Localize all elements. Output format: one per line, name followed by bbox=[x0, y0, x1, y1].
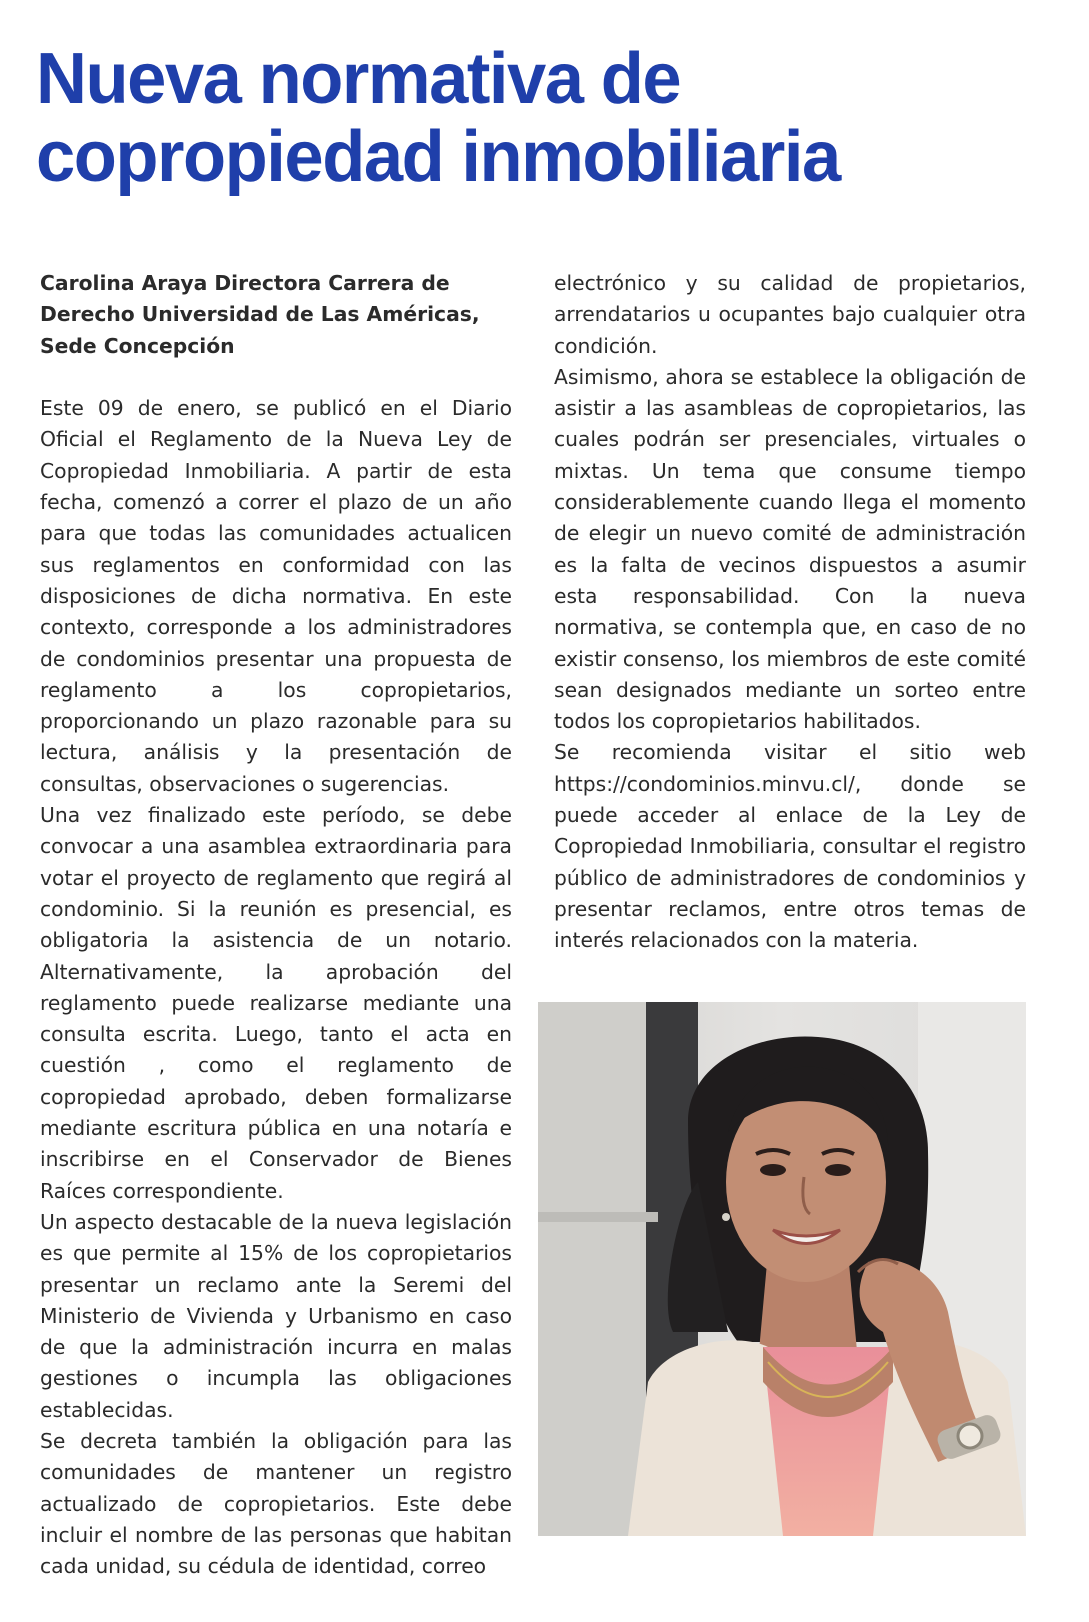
author-portrait-illustration bbox=[538, 1002, 1026, 1536]
left-column bbox=[40, 268, 512, 1582]
title-line-2: copropiedad inmobiliaria bbox=[36, 117, 840, 197]
paragraph: Asimismo, ahora se establece la obligación de asistir a las asambleas de copropietarios, las cuales podrán ser presenciales, virtuales o mixtas. Un tema que consume tiempo considerablemente cuando llega el momento de elegir un nuevo comité de administración es la falta de vecinos dispuestos a asumir esta responsabilidad. Con la nueva normativa, se contempla que, en caso de no existir consenso, los miembros de este comité sean designados mediante un sorteo entre todos los copropietarios habilitados. bbox=[554, 364, 1026, 734]
paragraph: Se decreta también la obligación para las comunidades de mantener un registro actualizado de copropietarios. Este debe incluir el nombre de las personas que habitan cada unidad, su cédula de identidad, correo bbox=[40, 1428, 512, 1579]
paragraph: Una vez finalizado este período, se debe convocar a una asamblea extraordinaria para votar el proyecto de reglamento que regirá al condominio. Si la reunión es presencial, es obligatoria la asistencia de un notario. Alternativamente, la aprobación del reglamento puede realizarse mediante una consulta escrita. Luego, tanto el acta en cuestión , como el reglamento de copropiedad aprobado, deben formalizarse mediante escritura pública en una notaría e inscribirse en el Conservador de Bienes Raíces correspondiente. bbox=[40, 803, 512, 1203]
author-byline: Carolina Araya Directora Carrera de Derecho Universidad de Las Américas, Sede Concepción bbox=[40, 271, 480, 358]
article-title bbox=[36, 40, 1036, 196]
paragraph: electrónico y su calidad de propietarios, arrendatarios u ocupantes bajo cualquier otra condición. bbox=[554, 271, 1026, 358]
paragraph: Se recomienda visitar el sitio web https://condominios.minvu.cl/, donde se puede acceder al enlace de la Ley de Copropiedad Inmobiliaria, consultar el registro público de administradores de condominios y presentar reclamos, entre otros temas de interés relacionados con la materia. bbox=[554, 740, 1026, 953]
right-column bbox=[554, 268, 1026, 957]
paragraph: Un aspecto destacable de la nueva legislación es que permite al 15% de los copropietarios presentar un reclamo ante la Seremi del Ministerio de Vivienda y Urbanismo en caso de que la administración incurra en malas gestiones o incumpla las obligaciones establecidas. bbox=[40, 1209, 512, 1422]
title-line-1: Nueva normativa de bbox=[36, 39, 681, 119]
author-photo bbox=[538, 1002, 1026, 1536]
paragraph: Este 09 de enero, se publicó en el Diario Oficial el Reglamento de la Nueva Ley de Copropiedad Inmobiliaria. A partir de esta fecha, comenzó a correr el plazo de un año para que todas las comunidades actualicen sus reglamentos en conformidad con las disposiciones de dicha normativa. En este contexto, corresponde a los administradores de condominios presentar una propuesta de reglamento a los copropietarios, proporcionando un plazo razonable para su lectura, análisis y la presentación de consultas, observaciones o sugerencias. bbox=[40, 396, 512, 796]
